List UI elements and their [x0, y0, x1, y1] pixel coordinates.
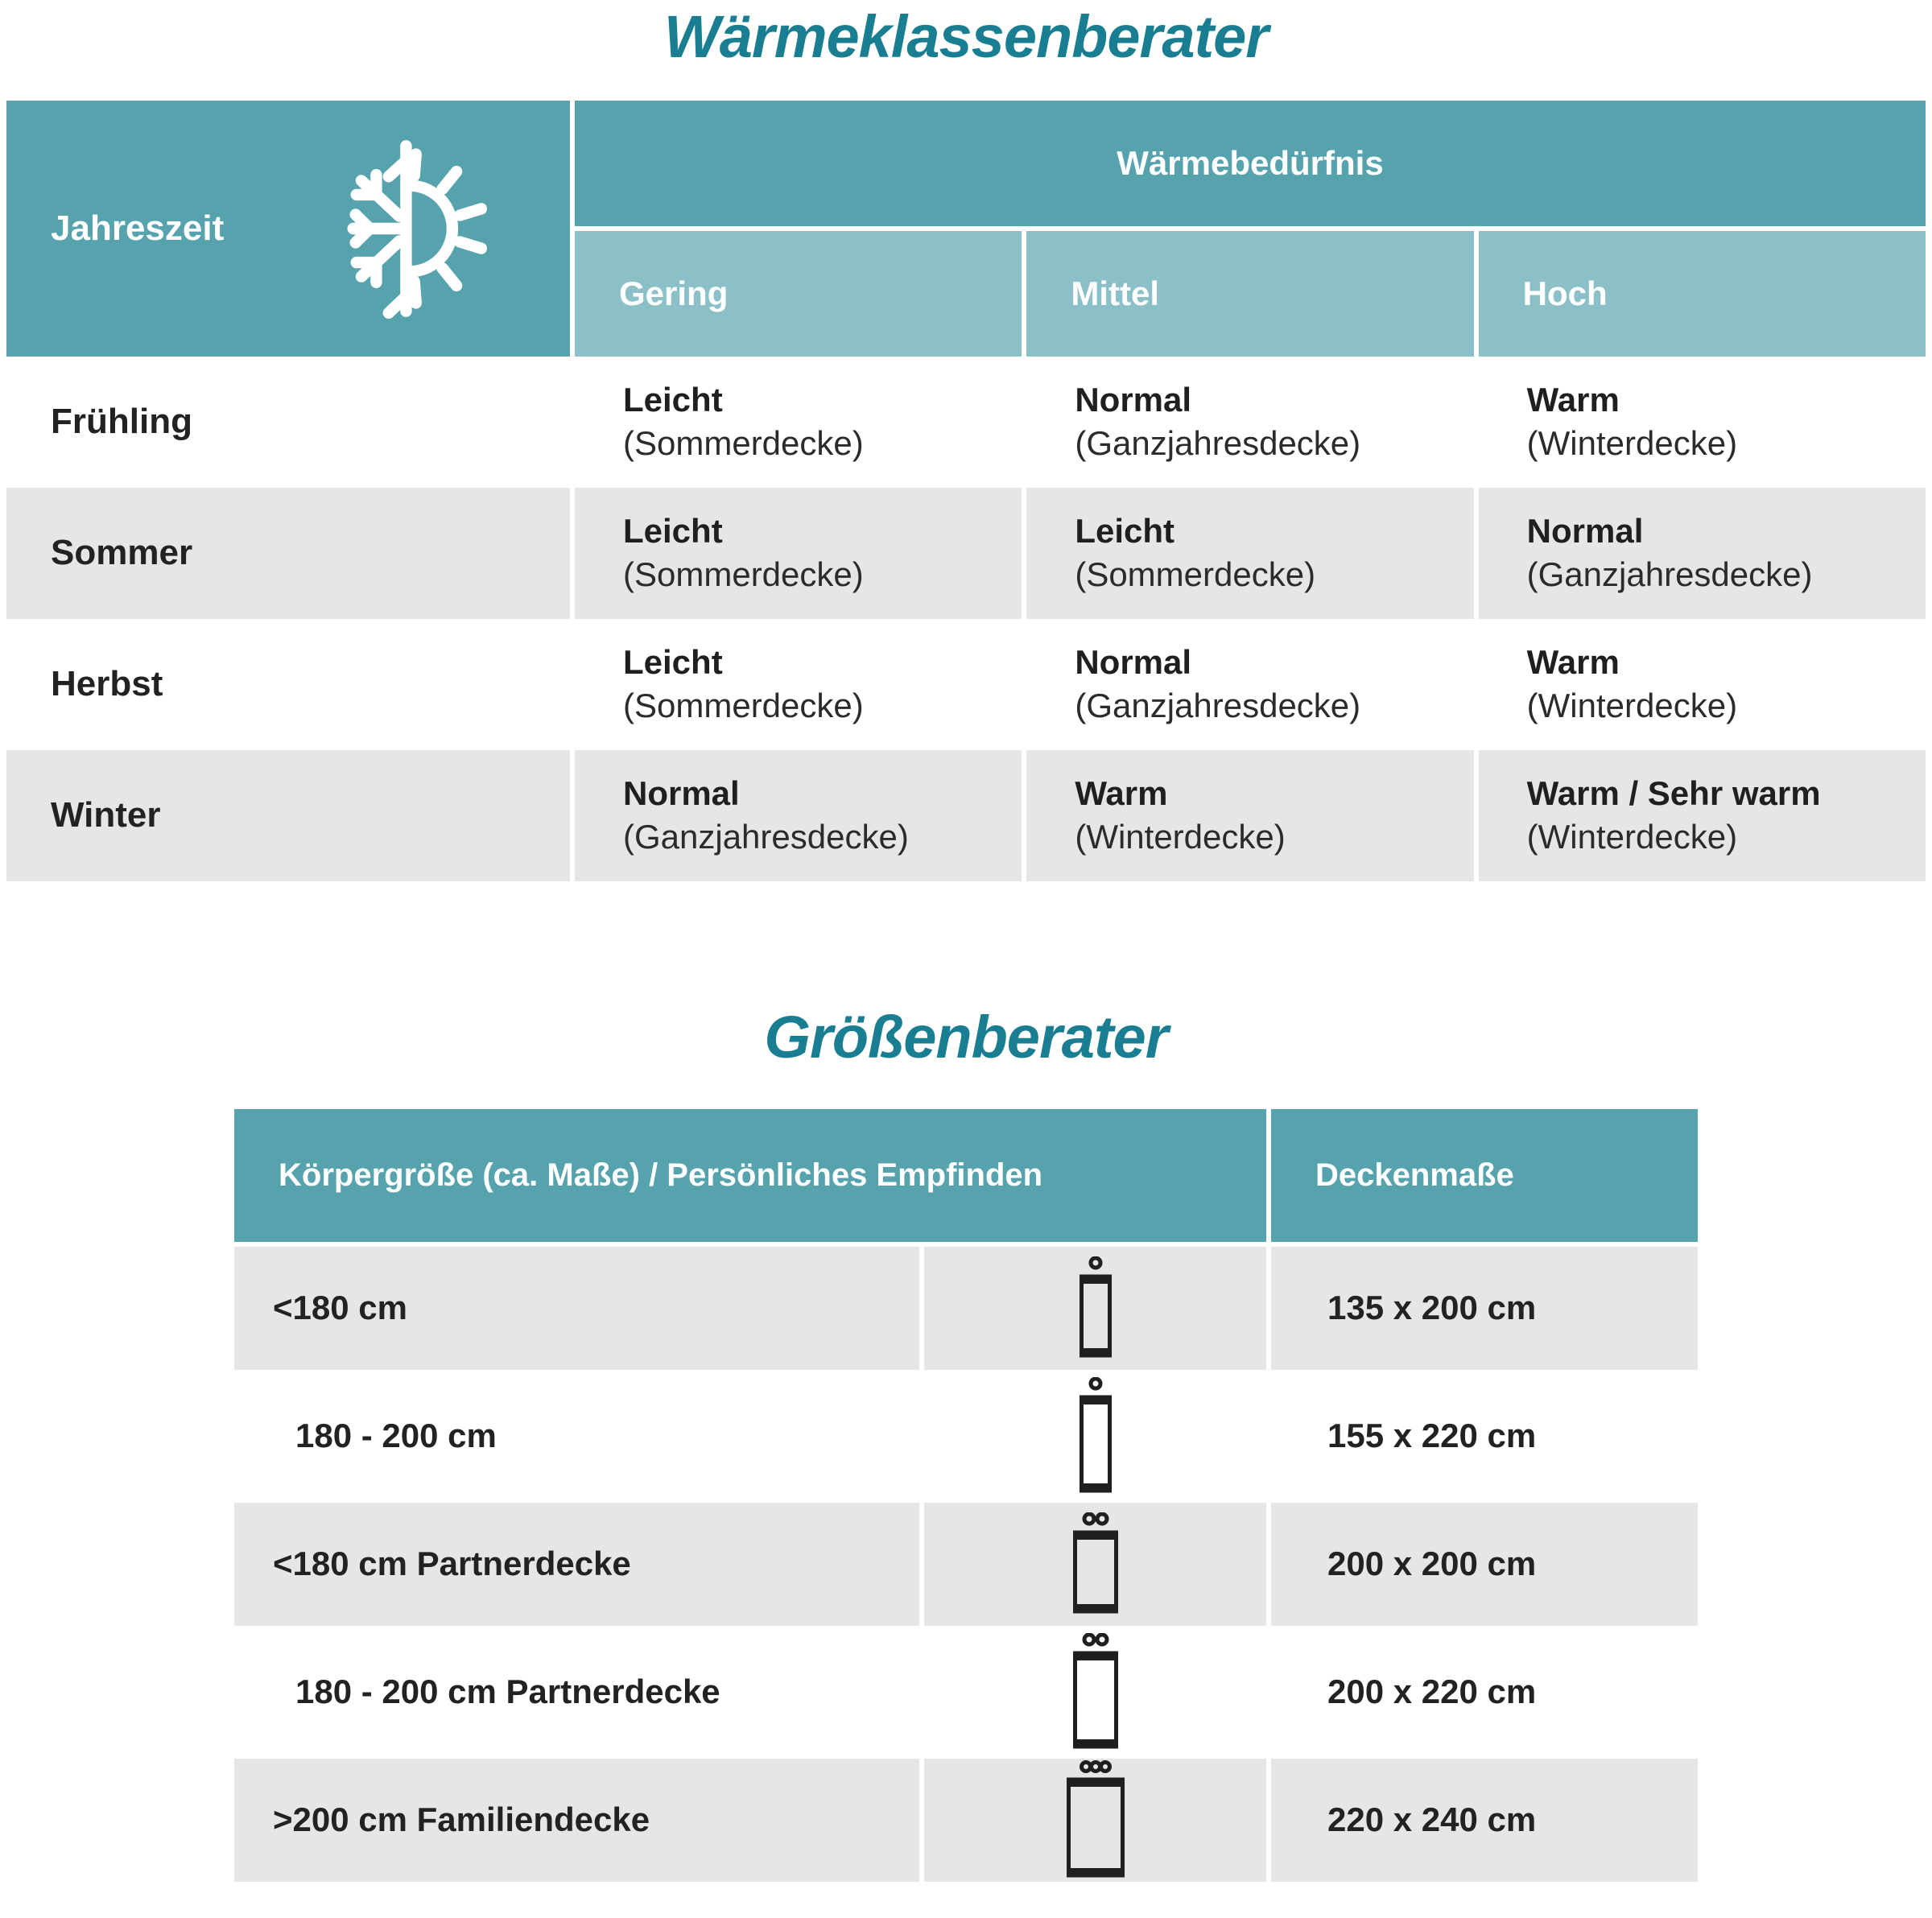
- blanketsize-value: 200 x 220 cm: [1271, 1631, 1698, 1754]
- size-table-header: [234, 1109, 1698, 1242]
- need-cell: [1479, 357, 1926, 488]
- person-single-tall-icon: [1077, 1377, 1114, 1495]
- person-pair-short-icon: [1070, 1512, 1121, 1615]
- warm-class-table: [6, 101, 1926, 881]
- need-cell: [1479, 619, 1926, 750]
- need-sub: (Ganzjahresdecke): [1075, 687, 1361, 725]
- need-sub: (Sommerdecke): [623, 687, 864, 725]
- need-sub: (Ganzjahresdecke): [623, 818, 909, 856]
- need-level-hoch: Hoch: [1479, 231, 1926, 357]
- blanketsize-header-cell: Deckenmaße: [1271, 1109, 1698, 1242]
- person-single-short-icon: [1077, 1256, 1114, 1359]
- need-cell: [1479, 750, 1926, 881]
- need-main: Normal: [623, 774, 740, 813]
- need-sub: (Sommerdecke): [623, 555, 864, 594]
- season-header-cell: [6, 101, 570, 357]
- need-cell: [575, 488, 1022, 619]
- season-cell: Frühling: [6, 357, 570, 488]
- icon-cell: [924, 1375, 1266, 1498]
- need-main: Warm / Sehr warm: [1526, 774, 1821, 813]
- need-sub: (Winterdecke): [1526, 424, 1738, 463]
- need-level-row: [575, 231, 1926, 357]
- season-cell: Winter: [6, 750, 570, 881]
- person-trio-tall-icon: [1063, 1760, 1128, 1879]
- need-sub: (Sommerdecke): [1075, 555, 1316, 594]
- season-cell: Sommer: [6, 488, 570, 619]
- blanketsize-value: 155 x 220 cm: [1271, 1375, 1698, 1498]
- need-main: Normal: [1075, 381, 1192, 419]
- icon-cell: [924, 1631, 1266, 1754]
- need-cell: [1026, 357, 1473, 488]
- bodysize-label: 180 - 200 cm Partnerdecke: [234, 1631, 919, 1754]
- bodysize-label: <180 cm: [234, 1247, 919, 1370]
- size-table: [234, 1109, 1698, 1882]
- need-main: Leicht: [623, 512, 723, 551]
- need-cell: [1026, 488, 1473, 619]
- need-cell: [1479, 488, 1926, 619]
- page-title-groessenberater: Größenberater: [764, 1003, 1168, 1070]
- need-cell: [575, 750, 1022, 881]
- icon-cell: [924, 1503, 1266, 1626]
- need-header-group: [575, 101, 1926, 357]
- need-main: Warm: [1526, 643, 1620, 682]
- warm-table-body: [6, 357, 1926, 881]
- blanketsize-value: 135 x 200 cm: [1271, 1247, 1698, 1370]
- need-main: Normal: [1075, 643, 1192, 682]
- need-sub: (Sommerdecke): [623, 424, 864, 463]
- need-main: Warm: [1075, 774, 1168, 813]
- need-sub: (Ganzjahresdecke): [1075, 424, 1361, 463]
- icon-cell: [924, 1247, 1266, 1370]
- need-cell: [1026, 619, 1473, 750]
- need-main: Normal: [1526, 512, 1644, 551]
- icon-cell: [924, 1759, 1266, 1882]
- need-level-mittel: Mittel: [1026, 231, 1473, 357]
- size-table-body: [234, 1247, 1698, 1882]
- blanketsize-value: 200 x 200 cm: [1271, 1503, 1698, 1626]
- need-main: Leicht: [623, 643, 723, 682]
- need-header-cell: Wärmebedürfnis: [575, 101, 1926, 226]
- need-main: Leicht: [1075, 512, 1175, 551]
- need-cell: [1026, 750, 1473, 881]
- need-sub: (Winterdecke): [1075, 818, 1286, 856]
- page-title-waermeklassenberater: Wärmeklassenberater: [663, 3, 1269, 70]
- need-sub: (Ganzjahresdecke): [1526, 555, 1813, 594]
- need-sub: (Winterdecke): [1526, 818, 1738, 856]
- season-header-label: Jahreszeit: [51, 208, 225, 248]
- blanketsize-value: 220 x 240 cm: [1271, 1759, 1698, 1882]
- need-cell: [575, 619, 1022, 750]
- person-pair-tall-icon: [1070, 1633, 1121, 1751]
- need-main: Warm: [1526, 381, 1620, 419]
- season-cell: Herbst: [6, 619, 570, 750]
- bodysize-label: <180 cm Partnerdecke: [234, 1503, 919, 1626]
- need-sub: (Winterdecke): [1526, 687, 1738, 725]
- warm-table-header: [6, 101, 1926, 357]
- bodysize-header-cell: Körpergröße (ca. Maße) / Persönliches Empfinden: [234, 1109, 1266, 1242]
- need-cell: [575, 357, 1022, 488]
- need-main: Leicht: [623, 381, 723, 419]
- bodysize-label: 180 - 200 cm: [234, 1375, 919, 1498]
- bodysize-label: >200 cm Familiendecke: [234, 1759, 919, 1882]
- need-level-gering: Gering: [575, 231, 1022, 357]
- snowflake-sun-icon: [341, 138, 507, 320]
